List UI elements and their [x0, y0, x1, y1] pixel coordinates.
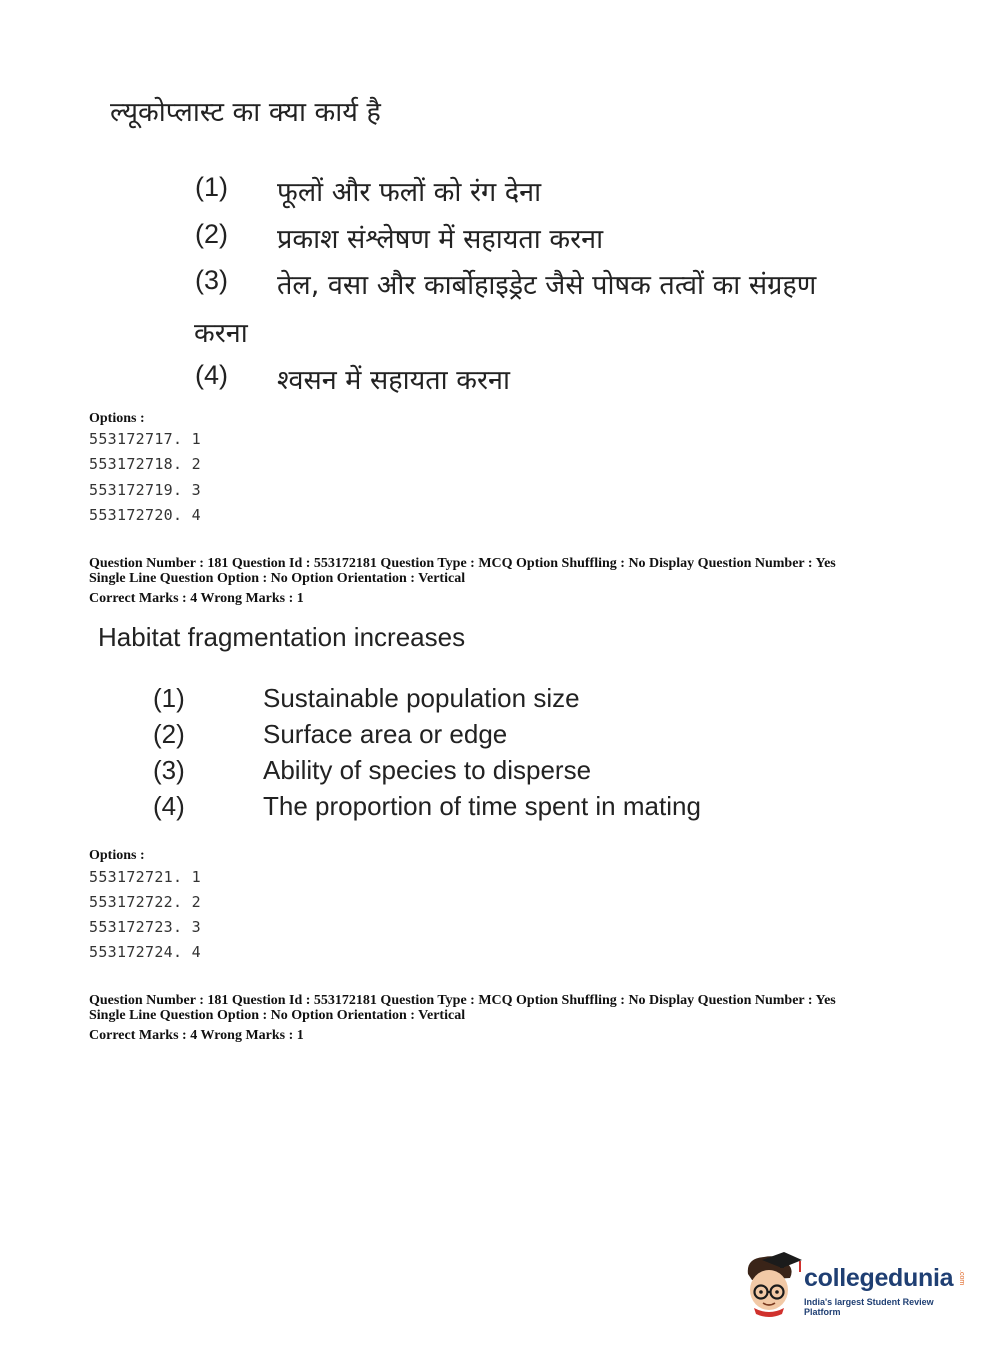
option-id: 553172721. 1 — [89, 868, 201, 886]
option-number: (1) — [153, 683, 185, 713]
options-label: Options : — [89, 411, 145, 426]
option-id: 553172718. 2 — [89, 455, 201, 473]
question-1-option-1 — [195, 172, 955, 212]
brand-tagline: India's largest Student Review Platform — [804, 1297, 934, 1317]
question-meta-line-2: Single Line Question Option : No Option Orientation : Vertical — [89, 1008, 466, 1023]
option-id: 553172723. 3 — [89, 918, 201, 936]
question-2-option-2 — [153, 719, 873, 755]
question-1-option-3-continuation: करना — [194, 318, 248, 349]
question-meta-line-3: Correct Marks : 4 Wrong Marks : 1 — [89, 591, 304, 606]
question-2-option-4 — [153, 791, 873, 827]
option-id: 553172719. 3 — [89, 481, 201, 499]
option-number: (4) — [153, 791, 185, 821]
option-id: 553172720. 4 — [89, 506, 201, 524]
option-text: प्रकाश संश्लेषण में सहायता करना — [277, 224, 604, 255]
question-1-option-2 — [195, 219, 955, 259]
option-number: (2) — [153, 719, 185, 749]
collegedunia-logo — [742, 1250, 972, 1320]
question-meta-line-2: Single Line Question Option : No Option Orientation : Vertical — [89, 571, 466, 586]
question-2-option-3 — [153, 755, 873, 791]
question-1-option-3 — [195, 265, 955, 305]
option-text: फूलों और फलों को रंग देना — [277, 177, 542, 208]
brand-name: collegedunia — [804, 1264, 954, 1292]
option-text: The proportion of time spent in mating — [263, 791, 701, 821]
option-text: तेल, वसा और कार्बोहाइड्रेट जैसे पोषक तत्वों का संग्रहण — [277, 270, 817, 301]
question-meta-line-3: Correct Marks : 4 Wrong Marks : 1 — [89, 1028, 304, 1043]
option-text: Surface area or edge — [263, 719, 508, 749]
option-number: (2) — [195, 219, 228, 249]
question-2-option-1 — [153, 683, 873, 719]
option-number: (3) — [153, 755, 185, 785]
option-text: Sustainable population size — [263, 683, 580, 713]
options-label: Options : — [89, 848, 145, 863]
option-text: श्वसन में सहायता करना — [277, 365, 510, 396]
option-id: 553172717. 1 — [89, 430, 201, 448]
option-number: (3) — [195, 265, 228, 295]
question-meta-line-1: Question Number : 181 Question Id : 553172181 Question Type : MCQ Option Shuffling : No Display Question Number : Yes — [89, 993, 836, 1008]
question-1-title: ल्यूकोप्लास्ट का क्या कार्य है — [110, 97, 381, 128]
mascot-icon — [742, 1252, 802, 1318]
question-meta-line-1: Question Number : 181 Question Id : 553172181 Question Type : MCQ Option Shuffling : No Display Question Number : Yes — [89, 556, 836, 571]
option-number: (4) — [195, 360, 228, 390]
option-id: 553172722. 2 — [89, 893, 201, 911]
option-text: Ability of species to disperse — [263, 755, 592, 785]
option-id: 553172724. 4 — [89, 943, 201, 961]
option-number: (1) — [195, 172, 228, 202]
question-2-title: Habitat fragmentation increases — [98, 622, 466, 652]
question-1-option-4 — [195, 360, 955, 400]
brand-dotcom: .com — [958, 1270, 965, 1286]
